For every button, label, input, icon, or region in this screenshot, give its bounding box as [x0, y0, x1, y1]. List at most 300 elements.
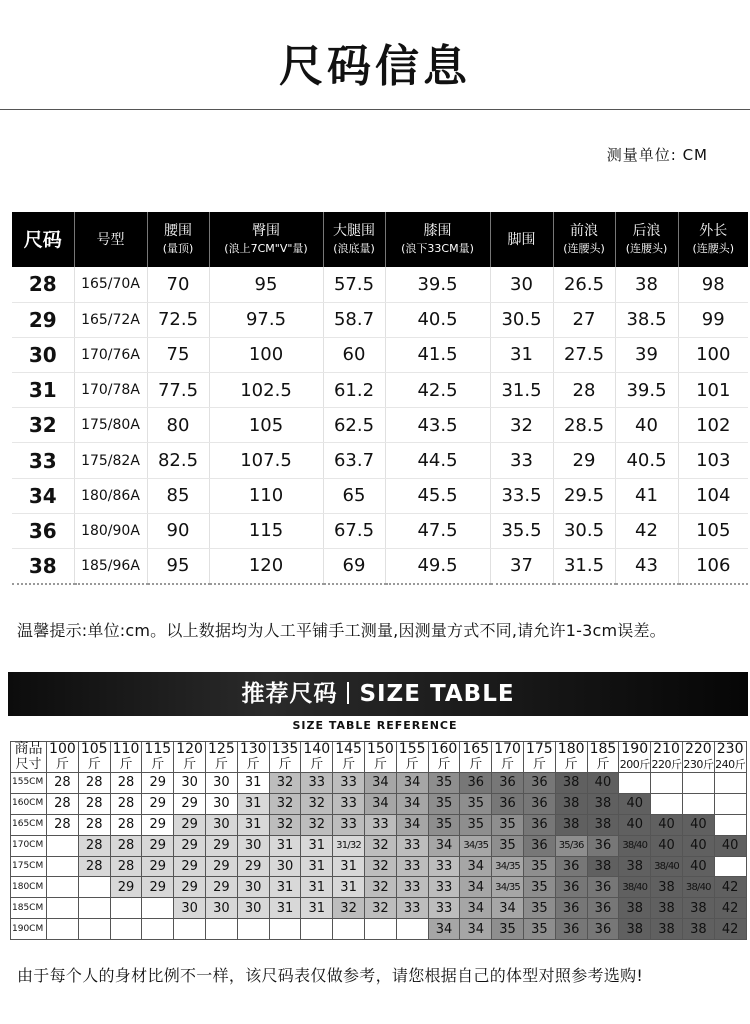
grid-cell: 36: [523, 835, 555, 856]
grid-cell: 29: [142, 773, 174, 794]
grid-cell: 30: [205, 814, 237, 835]
weight-unit: 斤: [396, 758, 428, 773]
table-cell: 175/80A: [74, 408, 147, 443]
table-cell: 39.5: [615, 373, 678, 408]
grid-cell: [78, 919, 110, 940]
grid-cell: 28: [47, 793, 79, 814]
grid-cell: [142, 898, 174, 919]
weight-unit: 220斤: [651, 758, 682, 772]
table-cell: 61.2: [323, 373, 385, 408]
table-cell: 33.5: [490, 478, 553, 513]
weight-unit: 斤: [492, 758, 524, 773]
header-cell: [385, 212, 490, 267]
header-cell: [553, 212, 615, 267]
grid-cell: 35: [428, 793, 460, 814]
size-cell: 31: [12, 373, 74, 408]
grid-cell: 31: [301, 856, 333, 877]
grid-cell: [78, 877, 110, 898]
table-cell: 39: [615, 337, 678, 372]
grid-cell: 29: [174, 835, 206, 856]
grid-cell: 35: [460, 814, 492, 835]
table-cell: 100: [678, 337, 748, 372]
table-cell: 80: [147, 408, 209, 443]
grid-cell: [333, 919, 365, 940]
grid-cell: 35: [492, 814, 524, 835]
table-cell: 31: [490, 337, 553, 372]
table-cell: 90: [147, 513, 209, 548]
table-cell: 65: [323, 478, 385, 513]
grid-cell: 28: [110, 835, 142, 856]
grid-cell: 30: [205, 773, 237, 794]
header-label: 前浪: [570, 222, 598, 239]
grid-cell: 30: [269, 856, 301, 877]
size-cell: 32: [12, 408, 74, 443]
grid-row: [11, 919, 747, 940]
grid-cell: 31: [301, 835, 333, 856]
grid-cell: 33: [301, 773, 333, 794]
grid-header-row: [11, 742, 747, 758]
table-cell: 101: [678, 373, 748, 408]
grid-cell: 36: [587, 898, 619, 919]
grid-cell: 31: [301, 877, 333, 898]
grid-cell: 34: [396, 793, 428, 814]
grid-cell: [110, 919, 142, 940]
table-cell: 69: [323, 549, 385, 584]
grid-cell: 36: [555, 898, 587, 919]
grid-cell: [682, 773, 714, 794]
grid-cell: 28: [78, 814, 110, 835]
size-table-reference: SIZE TABLE REFERENCE: [292, 719, 458, 732]
table-cell: 27: [553, 302, 615, 337]
grid-cell: 34: [460, 877, 492, 898]
table-cell: 49.5: [385, 549, 490, 584]
size-cell: 29: [12, 302, 74, 337]
grid-cell: 31: [333, 856, 365, 877]
weight-header: 210: [651, 742, 683, 758]
size-cell: 30: [12, 337, 74, 372]
grid-cell: 29: [142, 814, 174, 835]
grid-cell: 35: [523, 877, 555, 898]
grid-cell: 33: [428, 877, 460, 898]
grid-cell: 31: [333, 877, 365, 898]
grid-cell: [47, 919, 79, 940]
weight-header: 185: [587, 742, 619, 758]
banner-title-en: SIZE TABLE: [359, 681, 515, 707]
table-cell: 72.5: [147, 302, 209, 337]
header-label: 脚围: [507, 231, 536, 248]
grid-cell: 34: [364, 793, 396, 814]
grid-cell: [682, 793, 714, 814]
grid-cell: 38: [619, 919, 651, 940]
table-cell: 28: [553, 373, 615, 408]
grid-cell: 35: [428, 814, 460, 835]
grid-cell: [714, 773, 746, 794]
grid-cell: 33: [396, 877, 428, 898]
table-cell: 102: [678, 408, 748, 443]
weight-unit: 斤: [364, 758, 396, 773]
grid-cell: 35/36: [555, 835, 587, 856]
table-cell: 85: [147, 478, 209, 513]
grid-cell: 30: [237, 835, 269, 856]
table-cell: 115: [209, 513, 323, 548]
size-info-table: [12, 212, 748, 585]
table-cell: 98: [678, 267, 748, 302]
table-cell: 107.5: [209, 443, 323, 478]
grid-cell: [205, 919, 237, 940]
table-cell: 104: [678, 478, 748, 513]
grid-cell: 32: [269, 814, 301, 835]
table-cell: 70: [147, 267, 209, 302]
table-cell: 58.7: [323, 302, 385, 337]
grid-cell: 35: [492, 919, 524, 940]
weight-header: 110: [110, 742, 142, 758]
grid-cell: 32: [364, 898, 396, 919]
grid-cell: 42: [714, 877, 746, 898]
grid-cell: 28: [78, 793, 110, 814]
grid-cell: 35: [523, 856, 555, 877]
grid-cell: [364, 919, 396, 940]
grid-cell: 28: [47, 773, 79, 794]
table-cell: 35.5: [490, 513, 553, 548]
grid-cell: 29: [174, 856, 206, 877]
grid-cell: 38: [555, 773, 587, 794]
table-cell: 45.5: [385, 478, 490, 513]
table-cell: 175/82A: [74, 443, 147, 478]
header-cell: [74, 212, 147, 267]
table-cell: 62.5: [323, 408, 385, 443]
weight-unit: 斤: [523, 758, 555, 773]
grid-cell: 42: [714, 919, 746, 940]
header-sublabel: (浪底量): [333, 241, 375, 255]
weight-header: 115: [142, 742, 174, 758]
grid-cell: 38/40: [651, 856, 683, 877]
grid-cell: 29: [142, 793, 174, 814]
table-cell: 40.5: [615, 443, 678, 478]
weight-header: 120: [174, 742, 206, 758]
table-cell: 40: [615, 408, 678, 443]
grid-cell: [714, 856, 746, 877]
grid-cell: 34: [364, 773, 396, 794]
grid-corner-top: 商品: [11, 742, 47, 758]
header-cell: [678, 212, 748, 267]
height-label: 190CM: [11, 919, 47, 940]
size-cell: 36: [12, 513, 74, 548]
grid-row: [11, 814, 747, 835]
grid-cell: 29: [142, 835, 174, 856]
grid-row: [11, 856, 747, 877]
grid-cell: 33: [333, 814, 365, 835]
grid-cell: 33: [364, 814, 396, 835]
grid-cell: 40: [682, 814, 714, 835]
weight-unit: 斤: [205, 758, 237, 773]
grid-cell: 36: [555, 856, 587, 877]
weight-unit: 230斤: [683, 758, 714, 772]
weight-unit: 斤: [460, 758, 492, 773]
grid-cell: 30: [205, 793, 237, 814]
grid-cell: 34: [492, 898, 524, 919]
table-cell: 75: [147, 337, 209, 372]
weight-unit: 斤: [301, 758, 333, 773]
weight-header: 190: [619, 742, 651, 758]
weight-header: 180: [555, 742, 587, 758]
weight-unit: 200斤: [619, 758, 650, 772]
weight-unit: 斤: [428, 758, 460, 773]
weight-unit: 斤: [555, 758, 587, 773]
header-cell: [12, 212, 74, 267]
grid-cell: 31: [237, 793, 269, 814]
table-row: [12, 337, 748, 372]
weight-header: 135: [269, 742, 301, 758]
table-cell: 26.5: [553, 267, 615, 302]
grid-cell: 36: [523, 773, 555, 794]
table-cell: 105: [209, 408, 323, 443]
grid-cell: 40: [619, 793, 651, 814]
grid-cell: 40: [651, 814, 683, 835]
grid-cell: 31: [301, 898, 333, 919]
table-cell: 41.5: [385, 337, 490, 372]
weight-unit: 斤: [587, 758, 619, 773]
table-cell: 30.5: [490, 302, 553, 337]
header-cell: [209, 212, 323, 267]
grid-cell: 28: [78, 835, 110, 856]
grid-cell: 36: [555, 877, 587, 898]
measure-unit: 测量单位: CM: [606, 146, 708, 164]
header-label: 腰围: [164, 222, 192, 239]
table-cell: 44.5: [385, 443, 490, 478]
grid-row: [11, 898, 747, 919]
table-cell: 185/96A: [74, 549, 147, 584]
grid-cell: 38: [682, 919, 714, 940]
grid-cell: 34: [428, 835, 460, 856]
reference-note: 由于每个人的身材比例不一样，该尺码表仅做参考，请您根据自己的体型对照参考选购!: [17, 966, 644, 985]
grid-corner-bottom: 尺寸: [11, 758, 47, 773]
table-cell: 170/78A: [74, 373, 147, 408]
table-cell: 60: [323, 337, 385, 372]
grid-cell: 40: [651, 835, 683, 856]
header-label: 后浪: [632, 222, 661, 239]
table-cell: 120: [209, 549, 323, 584]
grid-cell: 31: [269, 877, 301, 898]
weight-header: 155: [396, 742, 428, 758]
table-row: [12, 267, 748, 302]
grid-cell: [47, 835, 79, 856]
height-label: 180CM: [11, 877, 47, 898]
grid-cell: 31: [237, 814, 269, 835]
header-sublabel: (连腰头): [625, 241, 668, 255]
grid-cell: [47, 898, 79, 919]
grid-cell: 33: [396, 856, 428, 877]
grid-cell: 36: [587, 877, 619, 898]
grid-cell: 42: [714, 898, 746, 919]
grid-cell: 29: [205, 856, 237, 877]
table-cell: 27.5: [553, 337, 615, 372]
grid-cell: 40: [682, 835, 714, 856]
weight-header: 125: [205, 742, 237, 758]
weight-unit: 斤: [237, 758, 269, 773]
grid-cell: 38: [587, 814, 619, 835]
grid-cell: 30: [174, 898, 206, 919]
grid-cell: 34: [460, 919, 492, 940]
recommend-size-banner: [8, 672, 748, 716]
grid-cell: 38: [619, 898, 651, 919]
grid-cell: [651, 793, 683, 814]
grid-cell: 33: [333, 773, 365, 794]
weight-header: 140: [301, 742, 333, 758]
measurement-tip: 温馨提示:单位:cm。以上数据均为人工平铺手工测量,因测量方式不同,请允许1-3cm误差。: [17, 621, 666, 640]
weight-header: 170: [492, 742, 524, 758]
table-cell: 100: [209, 337, 323, 372]
grid-cell: 38: [555, 814, 587, 835]
height-label: 160CM: [11, 793, 47, 814]
table-cell: 103: [678, 443, 748, 478]
grid-cell: 29: [174, 793, 206, 814]
grid-cell: 29: [174, 877, 206, 898]
table-cell: 29.5: [553, 478, 615, 513]
grid-cell: 34: [396, 814, 428, 835]
header-label: 尺码: [23, 228, 62, 251]
grid-cell: 33: [428, 898, 460, 919]
header-cell: [490, 212, 553, 267]
grid-cell: 28: [110, 856, 142, 877]
grid-cell: 38: [651, 898, 683, 919]
grid-cell: 32: [269, 793, 301, 814]
weight-header: 150: [364, 742, 396, 758]
table-cell: 40.5: [385, 302, 490, 337]
size-cell: 34: [12, 478, 74, 513]
recommend-size-grid: [10, 741, 747, 940]
grid-cell: 28: [110, 814, 142, 835]
grid-cell: 31: [269, 835, 301, 856]
banner-title-cn: 推荐尺码: [241, 681, 338, 707]
table-cell: 95: [209, 267, 323, 302]
grid-cell: 40: [682, 856, 714, 877]
table-cell: 110: [209, 478, 323, 513]
header-sublabel: (量顶): [162, 241, 194, 255]
table-cell: 165/72A: [74, 302, 147, 337]
grid-cell: 40: [587, 773, 619, 794]
grid-cell: 33: [396, 898, 428, 919]
grid-cell: 32: [301, 793, 333, 814]
table-cell: 31.5: [490, 373, 553, 408]
table-cell: 30.5: [553, 513, 615, 548]
grid-row: [11, 793, 747, 814]
grid-cell: 32: [364, 856, 396, 877]
grid-row: [11, 877, 747, 898]
grid-cell: [110, 898, 142, 919]
table-row: [12, 478, 748, 513]
table-cell: 170/76A: [74, 337, 147, 372]
table-cell: 95: [147, 549, 209, 584]
table-row: [12, 302, 748, 337]
size-cell: 28: [12, 267, 74, 302]
grid-cell: 30: [174, 773, 206, 794]
table-row: [12, 443, 748, 478]
table-cell: 165/70A: [74, 267, 147, 302]
grid-cell: 29: [110, 877, 142, 898]
grid-cell: 33: [396, 835, 428, 856]
grid-cell: 34: [428, 919, 460, 940]
grid-cell: 30: [205, 898, 237, 919]
table-cell: 57.5: [323, 267, 385, 302]
grid-cell: 30: [237, 877, 269, 898]
weight-header: 165: [460, 742, 492, 758]
grid-cell: 38/40: [619, 835, 651, 856]
grid-unit-row: [11, 758, 747, 773]
grid-cell: 29: [205, 877, 237, 898]
table-cell: 37: [490, 549, 553, 584]
weight-header: 175: [523, 742, 555, 758]
grid-cell: 28: [47, 814, 79, 835]
grid-cell: 40: [714, 835, 746, 856]
table-row: [12, 549, 748, 584]
title-divider: [0, 109, 750, 110]
header-sublabel: (连腰头): [563, 241, 605, 255]
table-cell: 33: [490, 443, 553, 478]
grid-cell: 35: [492, 835, 524, 856]
grid-cell: [301, 919, 333, 940]
grid-cell: 38: [587, 793, 619, 814]
weight-header: 145: [333, 742, 365, 758]
banner-separator: [347, 682, 349, 704]
header-cell: [615, 212, 678, 267]
grid-cell: [174, 919, 206, 940]
grid-cell: 34/35: [460, 835, 492, 856]
grid-cell: 36: [587, 835, 619, 856]
grid-cell: 28: [110, 793, 142, 814]
table-cell: 39.5: [385, 267, 490, 302]
grid-row: [11, 773, 747, 794]
height-label: 170CM: [11, 835, 47, 856]
header-label: 号型: [96, 231, 125, 248]
weight-unit: 斤: [333, 758, 365, 773]
grid-cell: 38: [555, 793, 587, 814]
table-cell: 43: [615, 549, 678, 584]
grid-cell: 36: [460, 773, 492, 794]
grid-cell: 38: [651, 877, 683, 898]
table-cell: 38.5: [615, 302, 678, 337]
weight-header: 230: [714, 742, 746, 758]
header-cell: [147, 212, 209, 267]
grid-cell: 33: [333, 793, 365, 814]
table-cell: 99: [678, 302, 748, 337]
grid-cell: 38: [682, 898, 714, 919]
grid-cell: 36: [555, 919, 587, 940]
weight-header: 130: [237, 742, 269, 758]
grid-cell: 30: [237, 898, 269, 919]
header-label: 臀围: [252, 222, 280, 239]
size-cell: 38: [12, 549, 74, 584]
table-cell: 31.5: [553, 549, 615, 584]
grid-cell: 34: [460, 856, 492, 877]
grid-cell: 32: [269, 773, 301, 794]
grid-cell: [396, 919, 428, 940]
grid-cell: 38: [619, 856, 651, 877]
table-cell: 67.5: [323, 513, 385, 548]
grid-cell: 35: [460, 793, 492, 814]
height-label: 155CM: [11, 773, 47, 794]
grid-cell: [47, 856, 79, 877]
height-label: 175CM: [11, 856, 47, 877]
table-cell: 30: [490, 267, 553, 302]
table-cell: 38: [615, 267, 678, 302]
height-label: 185CM: [11, 898, 47, 919]
table-cell: 43.5: [385, 408, 490, 443]
weight-header: 160: [428, 742, 460, 758]
table-cell: 105: [678, 513, 748, 548]
grid-cell: 38: [651, 919, 683, 940]
weight-unit: 斤: [78, 758, 110, 773]
weight-unit: 斤: [110, 758, 142, 773]
